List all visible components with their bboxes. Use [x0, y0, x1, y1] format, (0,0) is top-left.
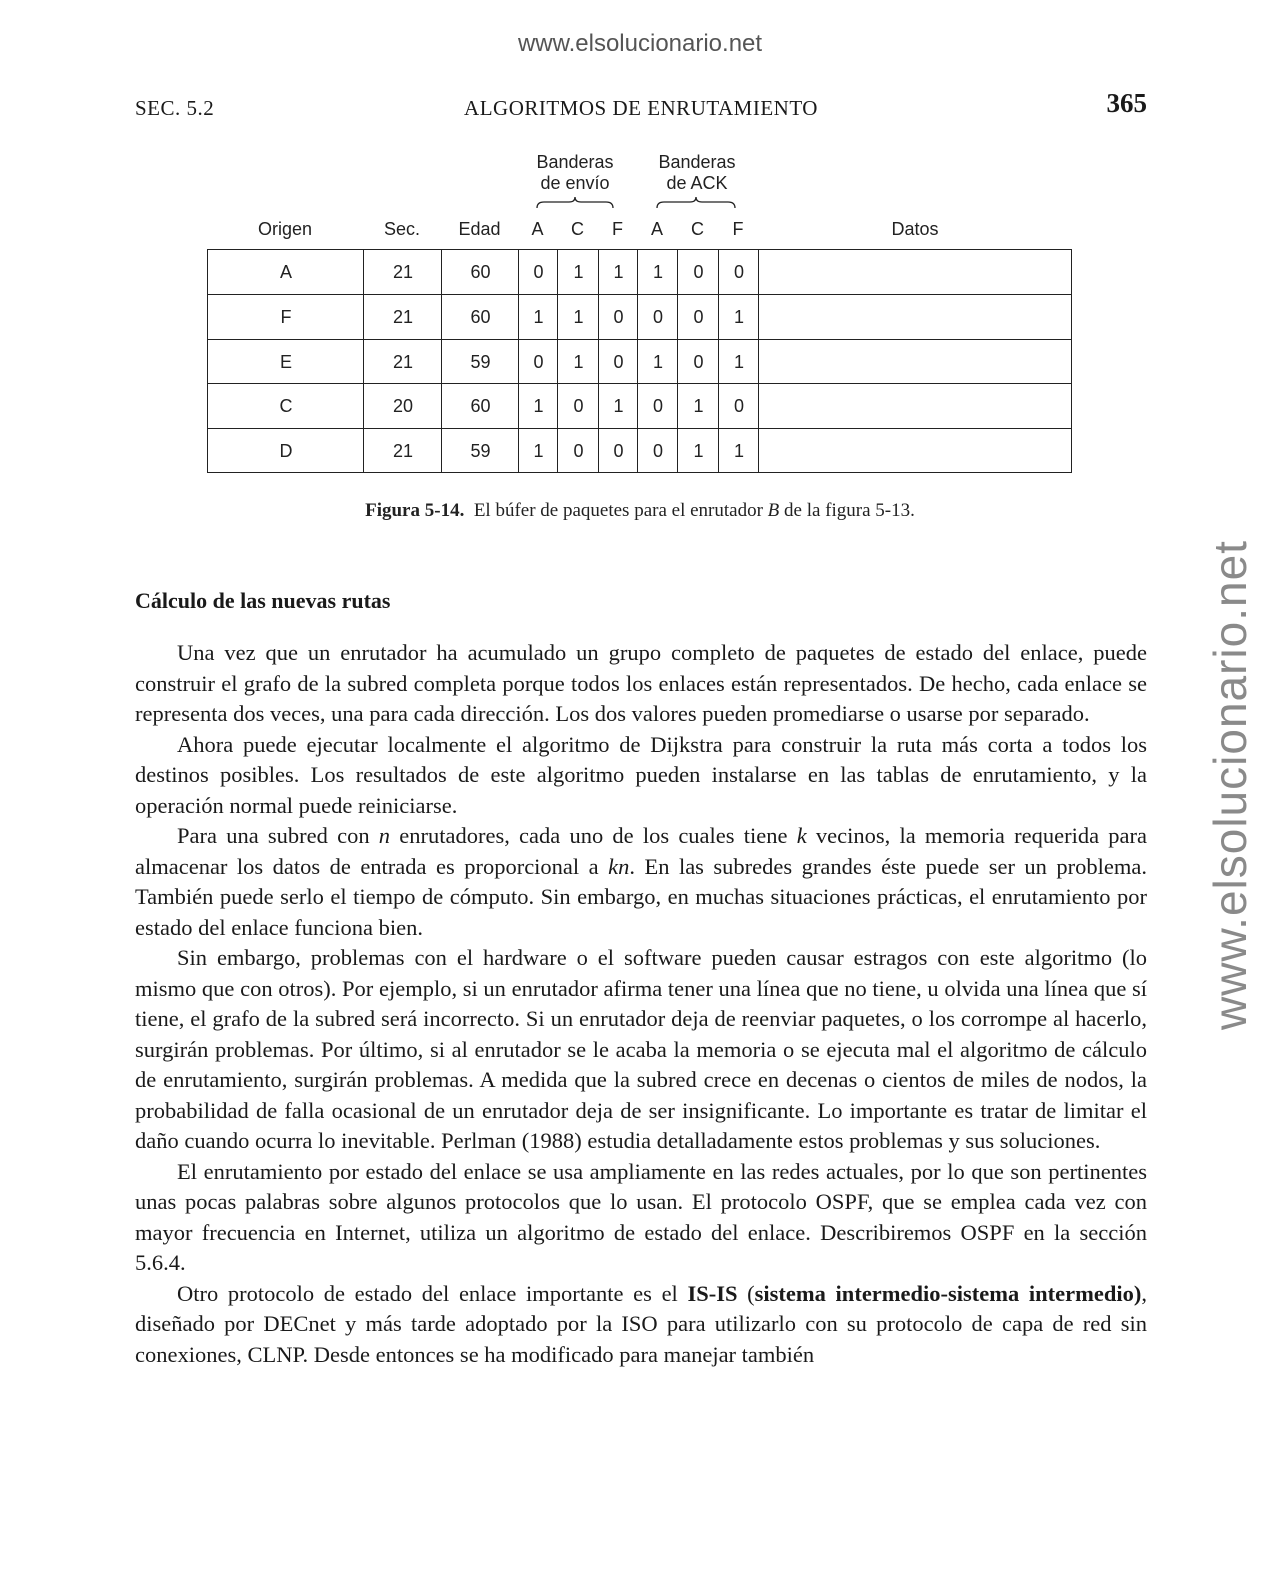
table-cell: 0	[652, 396, 663, 417]
column-header: C	[691, 219, 704, 239]
ack-flags-line1: Banderas	[658, 152, 736, 172]
italic-term: k	[796, 823, 807, 848]
text-run: . En las subredes grandes éste puede ser un problema. También puede serlo el tiempo de cómputo. Sin embargo, en muchas situaciones prácticas, el enrutamiento por estado del enlace funciona bien.	[135, 853, 1147, 940]
table-cell: 0	[652, 306, 663, 327]
table-cell: 21	[392, 306, 414, 327]
table-cell: 1	[613, 262, 624, 282]
bold-term: IS-IS	[687, 1280, 738, 1306]
watermark-top: www.elsolucionario.net	[517, 30, 763, 57]
watermark-side: www.elsolucionario.net	[1204, 540, 1256, 1030]
table-cell	[759, 250, 1073, 294]
table-cell: 0	[613, 351, 624, 372]
italic-term: n	[378, 823, 391, 848]
table-cell: 0	[693, 262, 704, 282]
paragraph	[135, 821, 1147, 943]
column-header: C	[571, 219, 584, 239]
table-cell: 59	[470, 441, 491, 462]
table-cell: 0	[652, 441, 663, 462]
ack-flags-brace	[656, 196, 736, 210]
figure-packet-buffer	[0, 0, 1280, 540]
column-header: Sec.	[383, 219, 421, 239]
table-cell: 1	[533, 396, 544, 417]
paragraph	[135, 1157, 1147, 1279]
table-cell: 1	[613, 396, 624, 417]
column-header: F	[612, 219, 623, 239]
table-cell: 1	[733, 306, 744, 327]
table-cell	[759, 340, 1073, 384]
table-cell: 0	[613, 441, 624, 462]
table-cell: D	[279, 441, 293, 462]
table-cell	[759, 295, 1073, 339]
table-cell	[759, 384, 1073, 428]
text-run: Una vez que un enrutador ha acumulado un grupo completo de paquetes de estado del enlace, puede construir el grafo de la subred completa porque todos los enlaces están representados. De hecho, cada enlace se representa dos veces, una para cada dirección. Los dos valores pueden promediarse o usarse por separado.	[135, 640, 1147, 726]
table-cell: 1	[652, 262, 663, 282]
table-cell: 21	[392, 351, 414, 372]
text-run: Sin embargo, problemas con el hardware o el software pueden causar estragos con este algoritmo (lo mismo que con otros). Por ejemplo, si un enrutador afirma tener una línea que no tiene, u olvida una línea que sí tiene, el grafo de la subred será incorrecto. Si un enrutador deja de reenviar paquetes, o los corrompe al hacerlo, surgirán problemas. Por último, si al enrutador se le acaba la memoria o se ejecuta mal el algoritmo de cálculo de enrutamiento, surgirán problemas. A medida que la subred crece en decenas o cientos de miles de nodos, la probabilidad de falla ocasional de un enrutador deja de ser insignificante. Lo importante es tratar de limitar el daño cuando ocurra lo inevitable. Perlman (1988) estudia detalladamente estos problemas y sus soluciones.	[135, 945, 1147, 1153]
text-run: (	[737, 1280, 755, 1306]
table-cell: 1	[733, 441, 744, 462]
table-cell: E	[279, 351, 292, 372]
table-cell: 0	[613, 306, 624, 327]
table-cell: 0	[573, 396, 584, 417]
italic-term: kn	[608, 853, 630, 879]
text-run: Ahora puede ejecutar localmente el algoritmo de Dijkstra para construir la ruta más corta a todos los destinos posibles. Los resultados de este algoritmo pueden instalarse en las tablas de enrutamiento, y la operación normal puede reiniciarse.	[135, 731, 1147, 818]
text-run: , diseñado por DECnet y más tarde adoptado por la ISO para utilizarlo con su protocolo de capa de red sin conexiones, CLNP. Desde entonces se ha modificado para manejar también	[135, 1280, 1148, 1367]
bold-term: sistema intermedio-sistema intermedio)	[754, 1280, 1142, 1306]
buffer-table	[207, 249, 1072, 473]
table-cell: C	[279, 396, 293, 417]
table-cell: 1	[573, 262, 584, 282]
table-cell: A	[279, 262, 292, 282]
paragraph	[135, 1279, 1147, 1371]
text-run: Para una subred con	[177, 823, 379, 848]
text-run: Otro protocolo de estado del enlace importante es el	[177, 1280, 688, 1306]
table-cell: 0	[573, 441, 584, 462]
table-cell: 60	[470, 396, 491, 417]
table-cell: 0	[533, 262, 544, 282]
caption-variable: B	[767, 500, 780, 521]
table-cell: 0	[533, 351, 544, 372]
send-flags-line1: Banderas	[536, 152, 614, 172]
table-cell: F	[280, 306, 292, 327]
column-header: A	[650, 219, 663, 239]
table-cell: 1	[573, 351, 584, 372]
paragraph	[135, 638, 1147, 730]
text-run: El enrutamiento por estado del enlace se usa ampliamente en las redes actuales, por lo que son pertinentes unas pocas palabras sobre algunos protocolos que lo usan. El protocolo OSPF, que se emplea cada vez con mayor frecuencia en Internet, utiliza un algoritmo de estado del enlace. Describiremos OSPF en la sección 5.6.4.	[135, 1158, 1147, 1275]
table-cell: 20	[392, 396, 414, 417]
caption-text-pre: El búfer de paquetes para el enrutador	[473, 500, 763, 521]
column-header: Datos	[891, 219, 939, 239]
table-cell: 21	[392, 441, 414, 462]
send-flags-line2: de envío	[540, 173, 610, 193]
ack-flags-label	[647, 152, 747, 194]
body-text	[135, 638, 1147, 1370]
table-cell: 0	[733, 396, 744, 417]
section-number: SEC. 5.2	[135, 96, 215, 120]
table-cell: 1	[573, 306, 584, 327]
table-cell: 1	[533, 441, 544, 462]
send-flags-label	[525, 152, 625, 194]
section-heading: Cálculo de las nuevas rutas	[135, 588, 391, 613]
table-cell: 60	[470, 262, 491, 282]
table-cell: 59	[470, 351, 491, 372]
column-header: F	[732, 219, 744, 239]
table-cell: 21	[392, 262, 414, 282]
table-cell: 1	[533, 306, 544, 327]
table-cell: 0	[693, 306, 704, 327]
table-cell: 1	[693, 396, 704, 417]
table-cell: 1	[693, 441, 704, 462]
figure-caption	[0, 500, 1280, 522]
text-run: vecinos, la memoria requerida para almacenar los datos de entrada es proporcional a	[135, 823, 1147, 879]
chapter-title: ALGORITMOS DE ENRUTAMIENTO	[464, 96, 818, 120]
column-header: Origen	[257, 219, 313, 239]
column-header: Edad	[458, 219, 501, 239]
table-cell	[759, 429, 1073, 473]
caption-text-post: de la figura 5-13.	[784, 500, 915, 521]
send-flags-brace	[536, 196, 614, 210]
column-header: A	[531, 219, 544, 239]
ack-flags-line2: de ACK	[666, 173, 728, 193]
table-cell: 1	[733, 351, 744, 372]
table-cell: 1	[652, 351, 663, 372]
paragraph	[135, 943, 1147, 1157]
text-run: enrutadores, cada uno de los cuales tiene	[390, 823, 797, 848]
page-number: 365	[1106, 88, 1147, 118]
paragraph	[135, 730, 1147, 822]
table-cell: 0	[733, 262, 744, 282]
table-cell: 0	[693, 351, 704, 372]
table-cell: 60	[470, 306, 491, 327]
caption-label: Figura 5-14.	[365, 500, 465, 521]
